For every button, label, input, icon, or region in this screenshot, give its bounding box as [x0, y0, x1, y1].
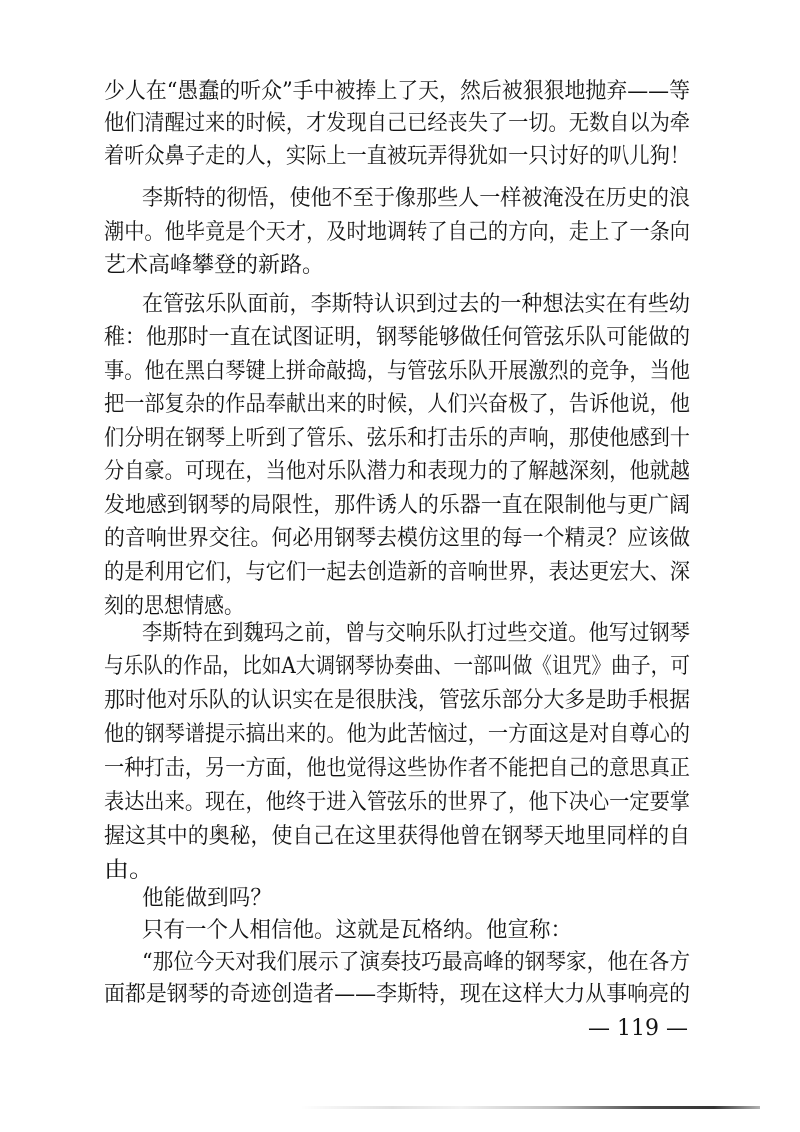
- text-line: 一种打击，另一方面，他也觉得这些协作者不能把自己的意思真正: [104, 756, 691, 781]
- text-line: “那位今天对我们展示了演奏技巧最高峰的钢琴家，他在各方: [142, 950, 691, 975]
- text-line: 握这其中的奥秘，使自己在这里获得他曾在钢琴天地里同样的自: [104, 824, 691, 849]
- text-line: 分自豪。可现在，当他对乐队潜力和表现力的了解越深刻，他就越: [104, 459, 691, 484]
- text-line: 面都是钢琴的奇迹创造者——李斯特，现在这样大力从事响亮的: [104, 982, 691, 1007]
- text-line: 他的钢琴谱提示搞出来的。他为此苦恼过，一方面这是对自尊心的: [104, 722, 691, 747]
- text-line: 艺术高峰攀登的新路。: [104, 253, 324, 278]
- text-line: 潮中。他毕竟是个天才，及时地调转了自己的方向，走上了一条向: [104, 220, 691, 245]
- text-line: 稚：他那时一直在试图证明，钢琴能够做任何管弦乐队可能做的: [104, 325, 691, 350]
- text-line: 他能做到吗？: [142, 886, 272, 911]
- text-line: 们分明在钢琴上听到了管乐、弦乐和打击乐的声响，那使他感到十: [104, 426, 691, 451]
- text-line: 着听众鼻子走的人，实际上一直被玩弄得犹如一只讨好的叭儿狗！: [104, 144, 691, 169]
- text-line: 把一部复杂的作品奉献出来的时候，人们兴奋极了，告诉他说，他: [104, 392, 691, 417]
- text-line: 在管弦乐队面前，李斯特认识到过去的一种想法实在有些幼: [142, 292, 690, 317]
- text-line: 少人在“愚蠢的听众”手中被捧上了天，然后被狠狠地抛弃——等: [104, 79, 690, 104]
- text-line: 李斯特在到魏玛之前，曾与交响乐队打过些交道。他写过钢琴: [142, 621, 690, 646]
- text-line: 由。: [104, 858, 155, 883]
- text-line: 发地感到钢琴的局限性，那件诱人的乐器一直在限制他与更广阔: [104, 493, 691, 518]
- text-line: 只有一个人相信他。这就是瓦格纳。他宣称：: [142, 918, 572, 943]
- text-line: 的是利用它们，与它们一起去创造新的音响世界，表达更宏大、深: [104, 560, 691, 585]
- text-line: 刻的思想情感。: [104, 594, 245, 619]
- text-line: 表达出来。现在，他终于进入管弦乐的世界了，他下决心一定要掌: [104, 790, 691, 815]
- text-line: 与乐队的作品，比如A大调钢琴协奏曲、一部叫做《诅咒》曲子，可: [104, 654, 691, 679]
- scan-artifact-line: [300, 1106, 760, 1109]
- page-number: — 119 —: [588, 1016, 688, 1041]
- text-line: 的音响世界交往。何必用钢琴去模仿这里的每一个精灵？应该做: [104, 526, 691, 551]
- text-line: 事。他在黑白琴键上拼命敲捣，与管弦乐队开展激烈的竞争，当他: [104, 359, 691, 384]
- text-line: 李斯特的彻悟，使他不至于像那些人一样被淹没在历史的浪: [142, 186, 690, 211]
- text-line: 他们清醒过来的时候，才发现自己已经丧失了一切。无数自以为牵: [104, 111, 691, 136]
- text-line: 那时他对乐队的认识实在是很肤浅，管弦乐部分大多是助手根据: [104, 688, 691, 713]
